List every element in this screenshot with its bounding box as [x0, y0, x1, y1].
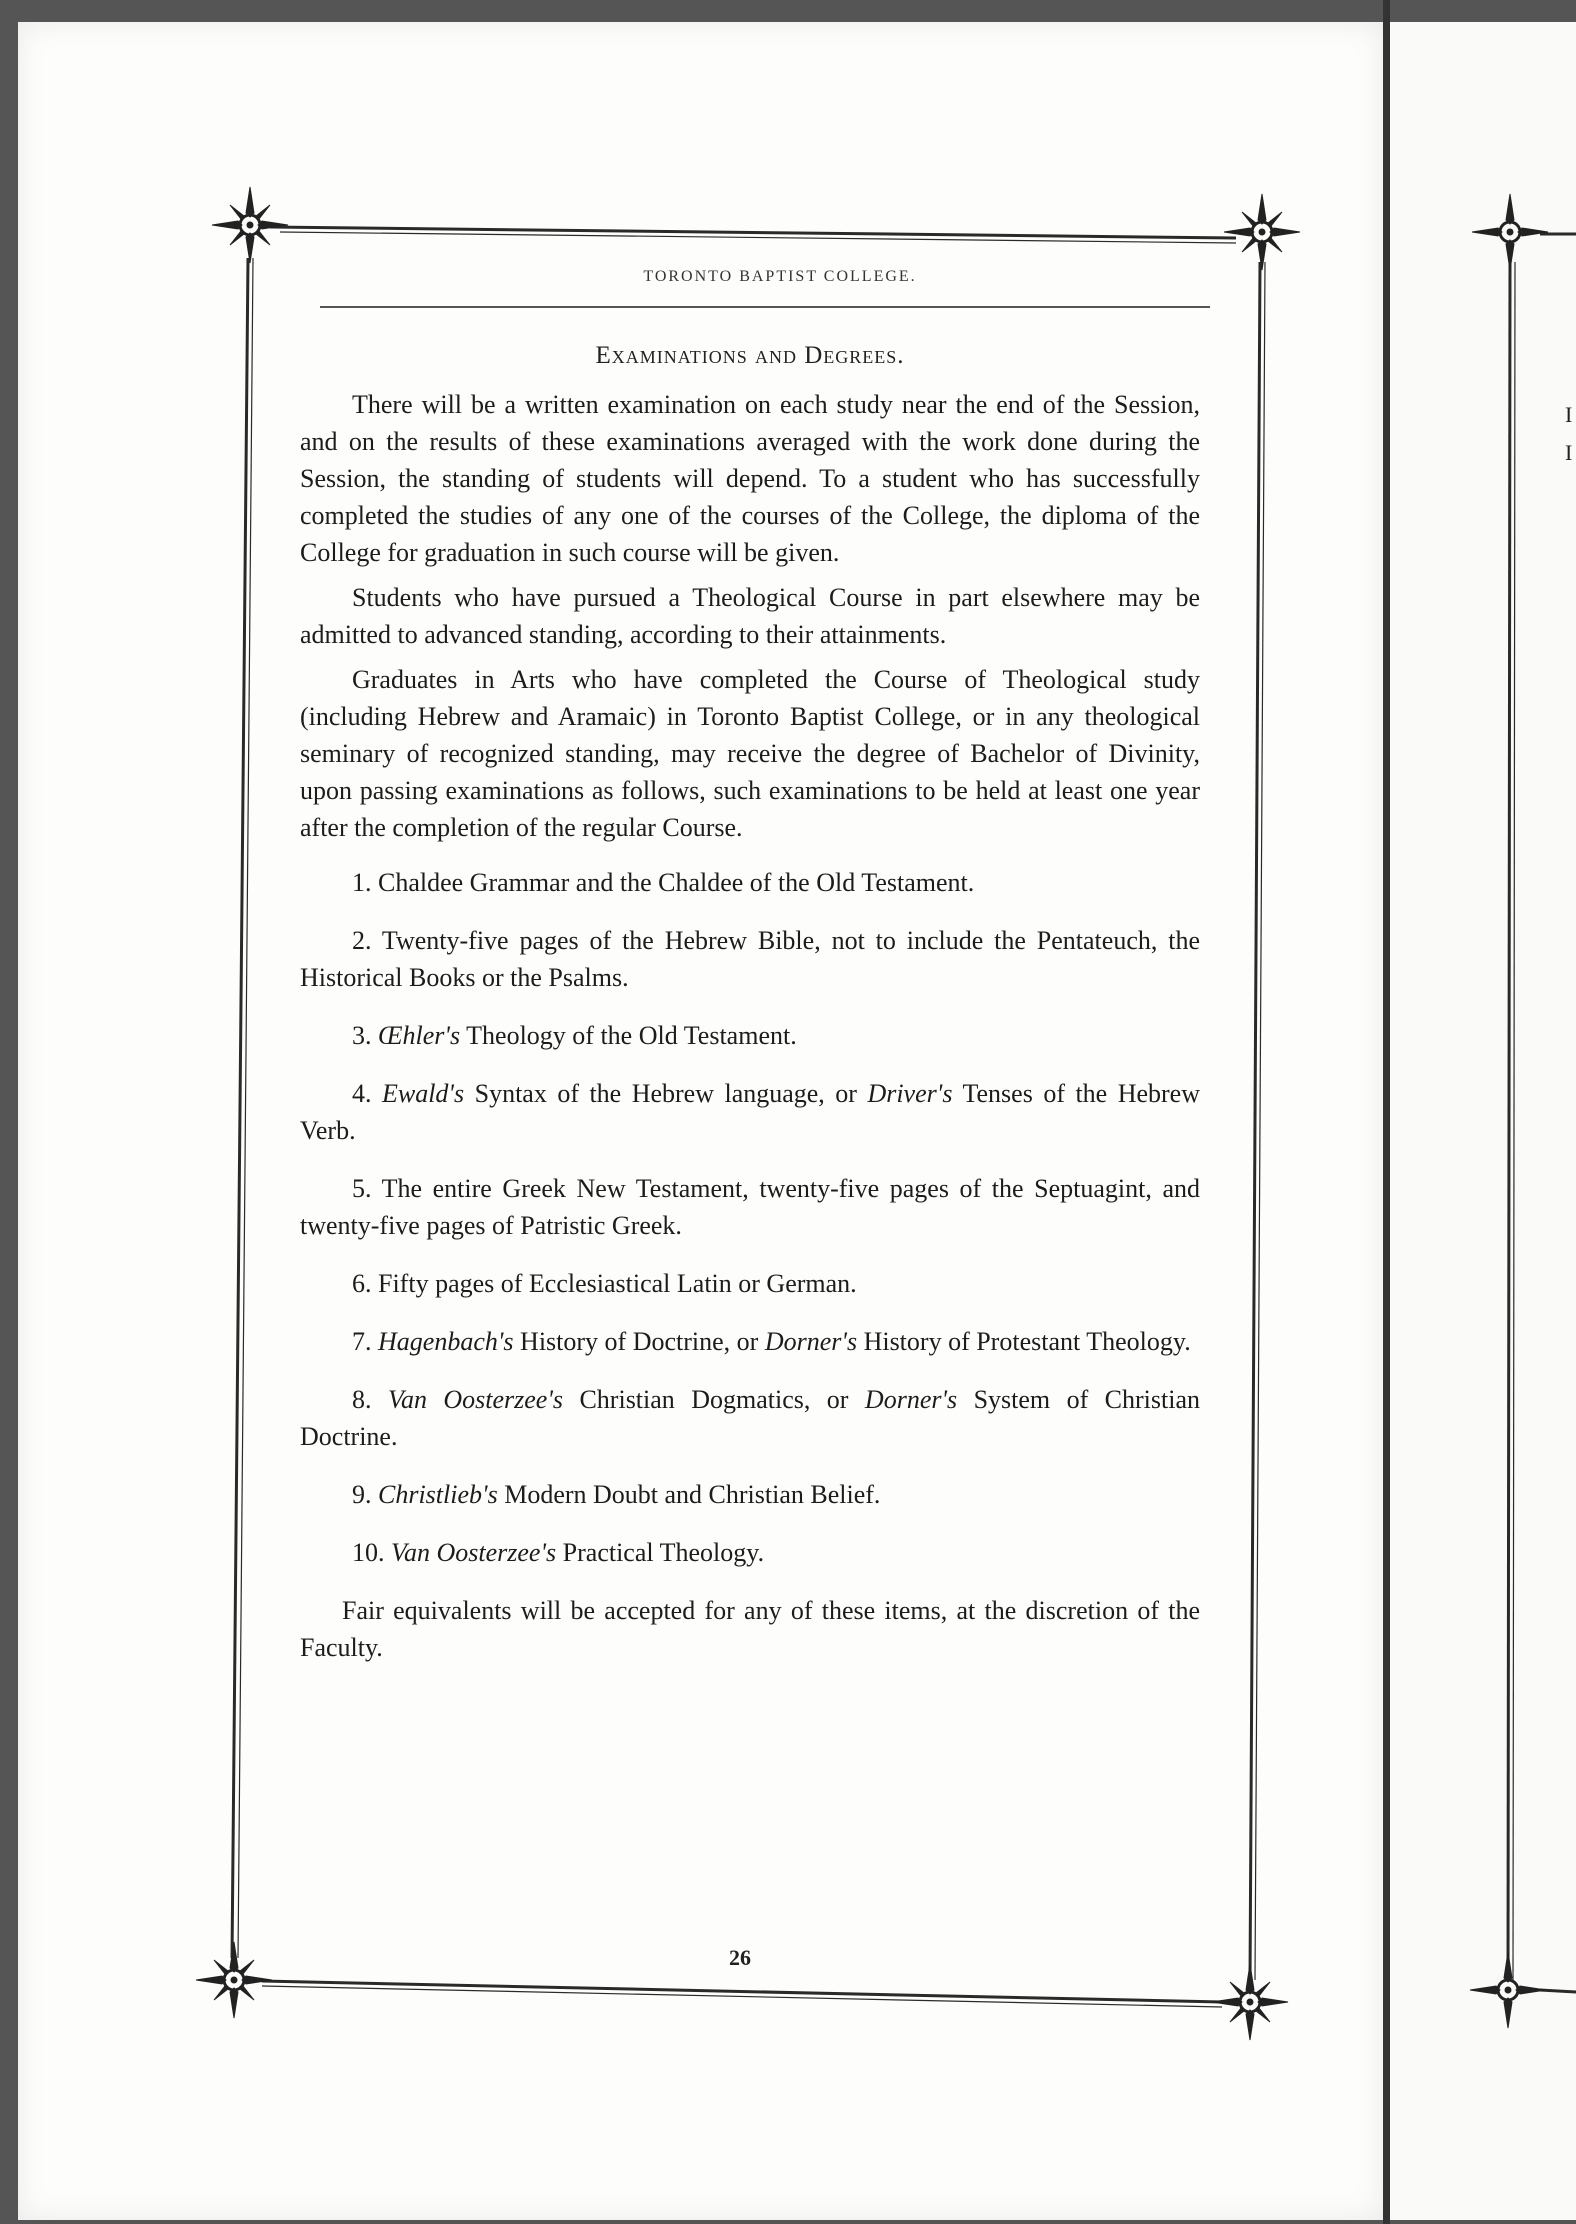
item-author: Œhler's — [378, 1021, 461, 1050]
item-author: Ewald's — [381, 1079, 465, 1108]
item-number: 7. — [352, 1327, 372, 1356]
list-item — [300, 1075, 1200, 1149]
item-text-alt: Tenses of the Hebrew Verb. — [300, 1079, 1200, 1145]
item-text: History of Doctrine, or — [520, 1327, 759, 1356]
item-text: The entire Greek New Testament, twenty-five pages of the Septuagint, and twenty-five pages of Patristic Greek. — [300, 1174, 1200, 1240]
item-author-alt: Dorner's — [764, 1327, 858, 1356]
item-author: Van Oosterzee's — [387, 1385, 564, 1414]
list-item — [300, 1017, 1200, 1054]
item-text: Fifty pages of Ecclesiastical Latin or German. — [378, 1269, 857, 1298]
right-page-ornament-bottom-icon — [1470, 1952, 1546, 2028]
item-number: 3. — [352, 1021, 372, 1050]
item-author: Van Oosterzee's — [391, 1538, 557, 1567]
item-number: 6. — [352, 1269, 372, 1298]
item-author: Christlieb's — [378, 1480, 498, 1509]
item-text: Theology of the Old Testament. — [466, 1021, 797, 1050]
corner-ornament-bottom-right-icon — [1212, 1964, 1288, 2040]
list-item — [300, 922, 1200, 996]
list-item — [300, 1381, 1200, 1455]
item-text-alt: History of Protestant Theology. — [863, 1327, 1191, 1356]
corner-ornament-top-right-icon — [1224, 194, 1300, 270]
item-text: Chaldee Grammar and the Chaldee of the Old Testament. — [378, 868, 975, 897]
item-author: Hagenbach's — [378, 1327, 514, 1356]
item-number: 5. — [352, 1174, 372, 1203]
header-rule — [320, 306, 1210, 308]
corner-ornament-top-left-icon — [212, 187, 288, 263]
list-item — [300, 1534, 1200, 1571]
item-author-alt: Driver's — [867, 1079, 953, 1108]
running-head: TORONTO BAPTIST COLLEGE. — [643, 268, 917, 285]
item-text-alt: System of Christian Doctrine. — [300, 1385, 1201, 1451]
page-number: 26 — [729, 1945, 751, 1970]
paragraph-bachelor-of-divinity: Graduates in Arts who have completed the Course of Theological study (including Hebrew and Aramaic) in Toronto Baptist College, or in any theological seminary of recognized standing, may receive the degree of Bachelor of Divinity, upon passing examinations as follows, such examinations to be held at least one year after the completion of the regular Course. — [300, 665, 1200, 842]
section-title: Examinations and Degrees. — [595, 342, 905, 369]
page-body — [300, 268, 1200, 1666]
item-number: 2. — [352, 926, 372, 955]
item-number: 1. — [352, 868, 372, 897]
right-page-ornament-top-icon — [1472, 194, 1548, 270]
examination-list — [300, 864, 1200, 1571]
corner-ornament-bottom-left-icon — [196, 1942, 272, 2018]
list-item — [300, 1170, 1200, 1244]
item-text: Syntax of the Hebrew language, or — [474, 1079, 857, 1108]
list-item — [300, 1476, 1200, 1513]
item-text: Practical Theology. — [562, 1538, 765, 1567]
item-number: 4. — [352, 1079, 372, 1108]
right-page-fragment: I — [1565, 402, 1573, 427]
item-number: 8. — [352, 1385, 372, 1414]
item-number: 10. — [352, 1538, 385, 1567]
item-number: 9. — [352, 1480, 372, 1509]
paragraph-examinations: There will be a written examination on each study near the end of the Session, and on the results of these examinations averaged with the work done during the Session, the standing of students will depend. To a student who has successfully completed the studies of any one of the courses of the College, the diploma of the College for graduation in such course will be given. — [300, 390, 1200, 567]
item-text: Modern Doubt and Christian Belief. — [504, 1480, 881, 1509]
list-item — [300, 1265, 1200, 1302]
item-author-alt: Dorner's — [864, 1385, 958, 1414]
paragraph-advanced-standing: Students who have pursued a Theological Course in part elsewhere may be admitted to advanced standing, according to their attainments. — [300, 583, 1200, 649]
item-text: Twenty-five pages of the Hebrew Bible, not to include the Pentateuch, the Historical Books or the Psalms. — [300, 926, 1200, 992]
item-text: Christian Dogmatics, or — [579, 1385, 849, 1414]
right-page-fragment: I — [1565, 440, 1573, 465]
list-item — [300, 1323, 1200, 1360]
list-item — [300, 864, 1200, 901]
closing-paragraph: Fair equivalents will be accepted for any of these items, at the discretion of the Faculty. — [300, 1596, 1200, 1662]
